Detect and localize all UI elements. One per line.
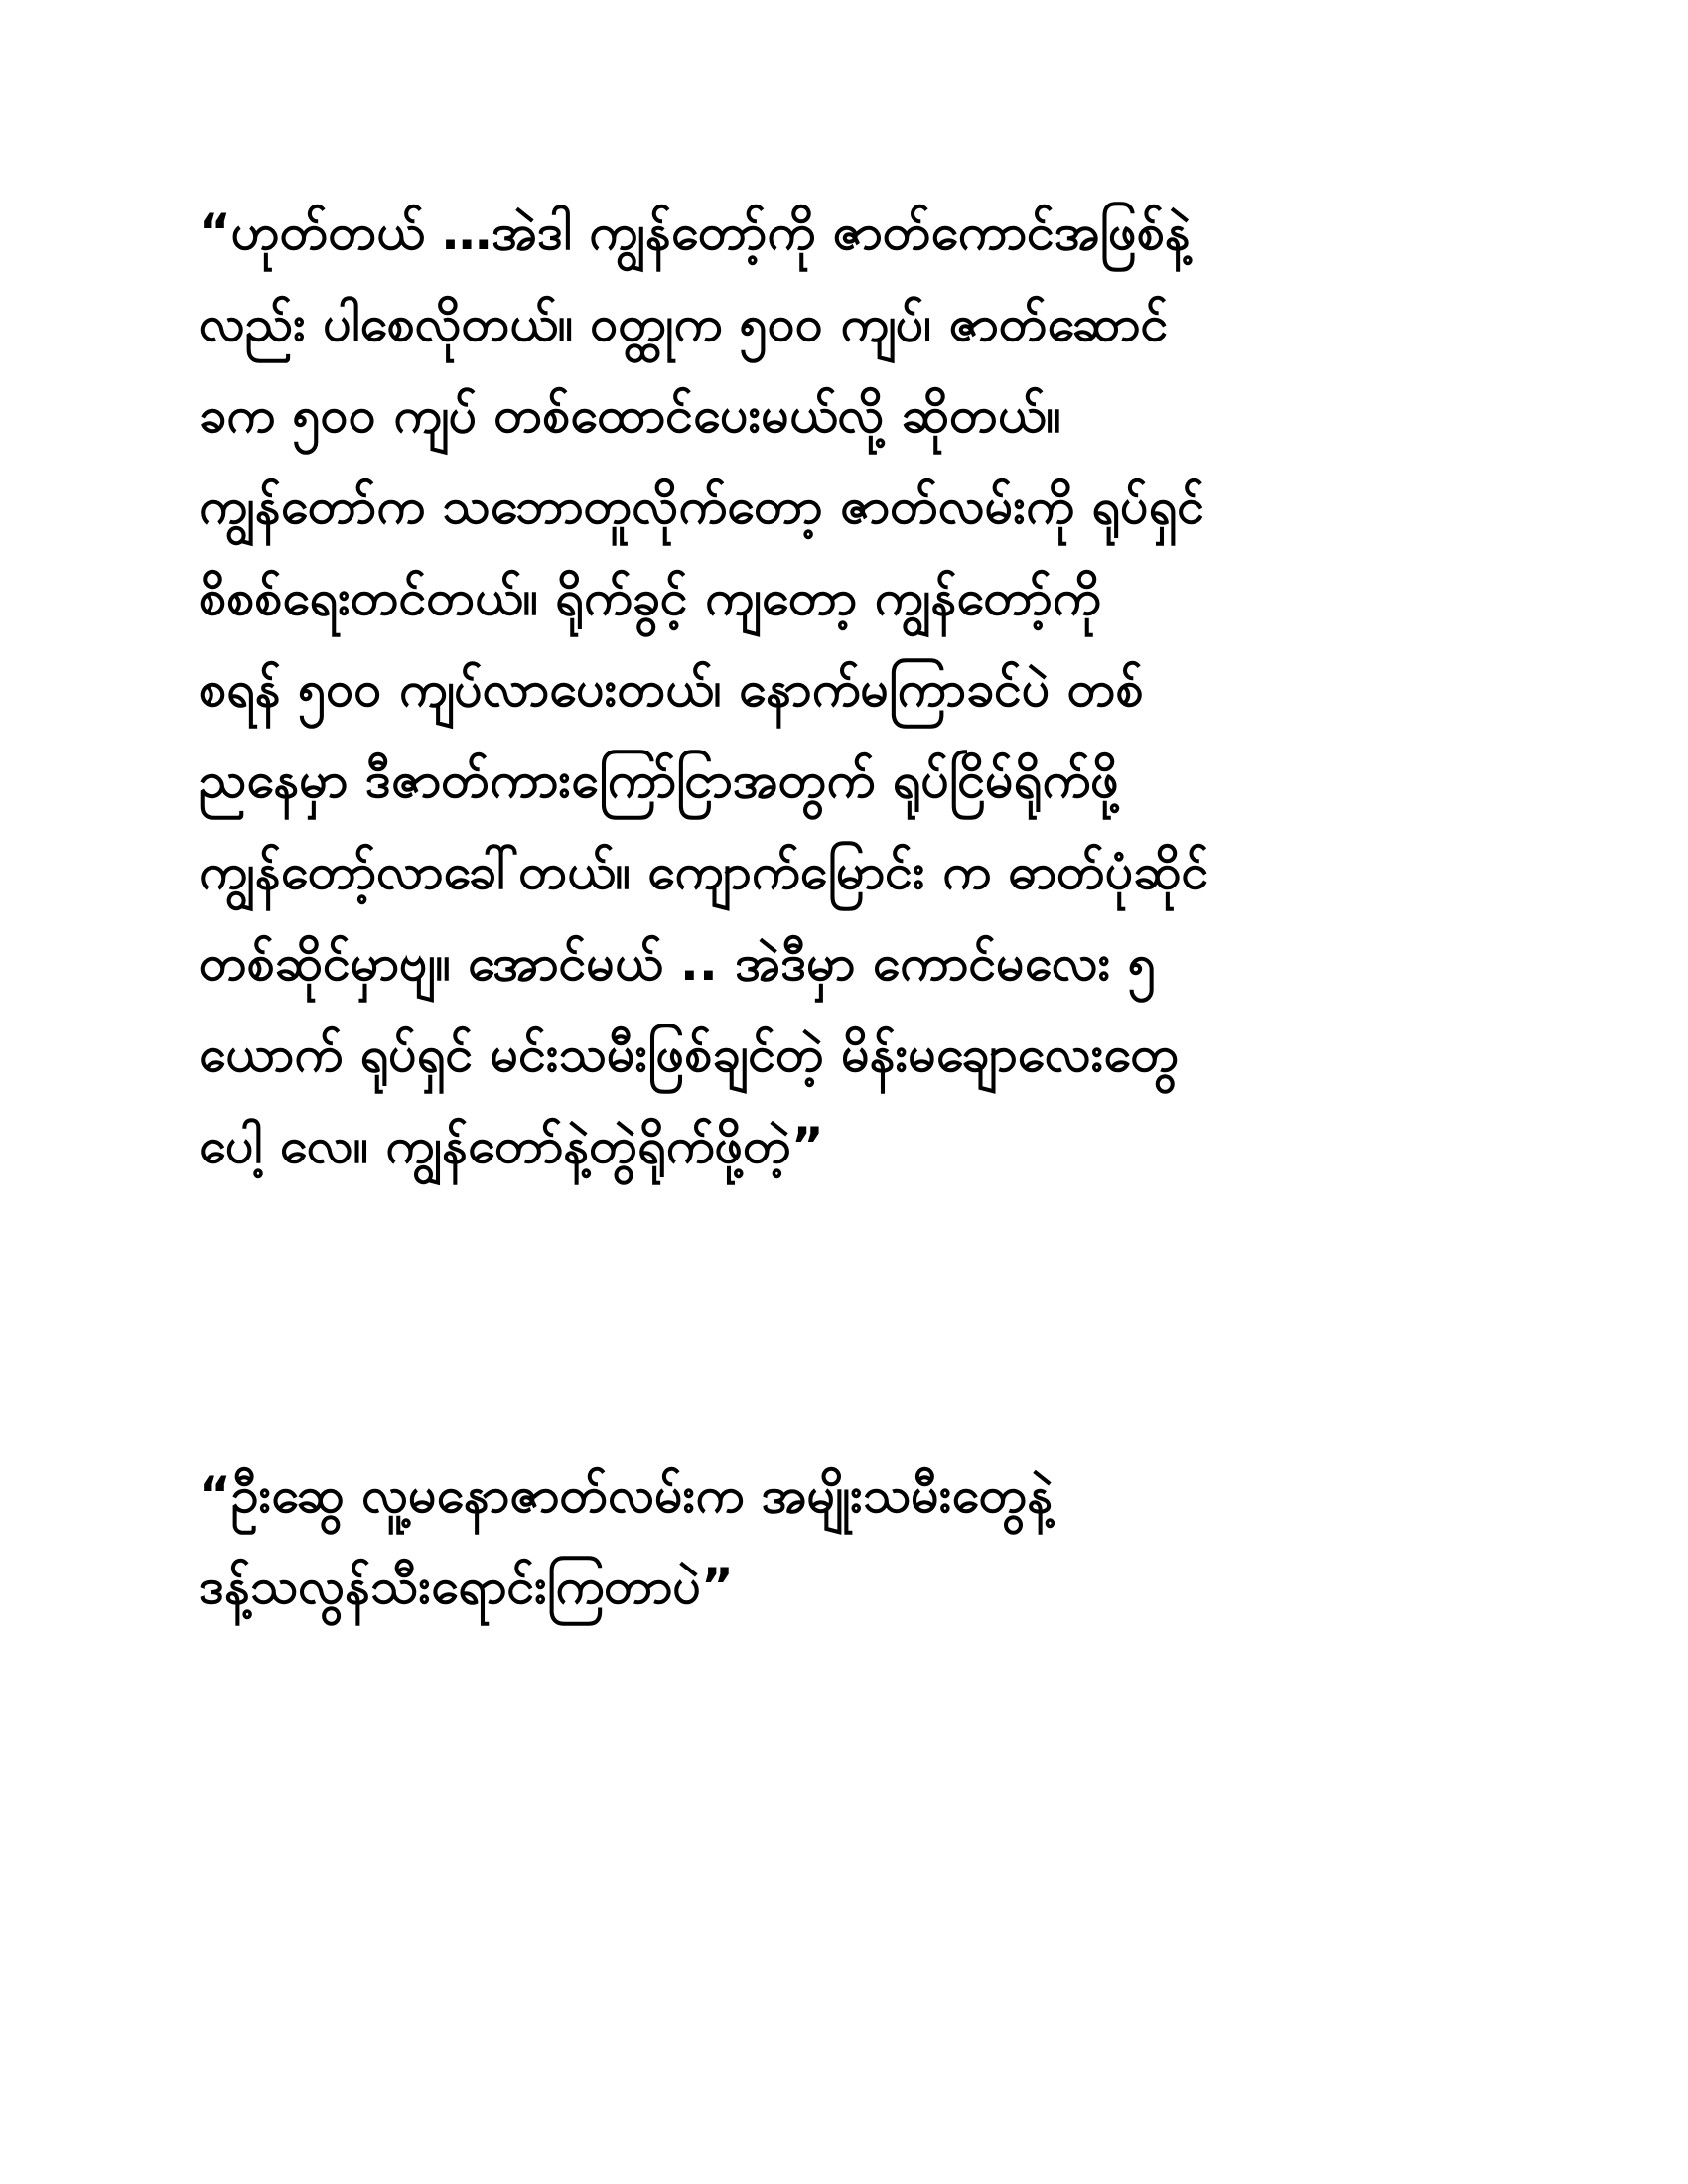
text-line: ကျွန်တော့်လာခေါ်တယ်။ ကျောက်မြောင်း က ဓာတ်ပုံဆိုင် (199, 843, 1209, 900)
text-line: စရန် ၅၀၀ ကျပ်လာပေးတယ်၊ နောက်မကြာခင်ပဲ တစ် (199, 660, 1144, 718)
text-line: ပေါ့ လေ။ ကျွန်တော်နဲ့တွဲရိုက်ဖို့တဲ့” (199, 1117, 824, 1174)
text-line: စိစစ်ရေးတင်တယ်။ ရိုက်ခွင့် ကျတော့ ကျွန်တော့်ကို (199, 569, 1101, 626)
paragraph-1 (199, 187, 1489, 1191)
text-line: တစ်ဆိုင်မှာဗျ။ အောင်မယ် .. အဲဒီမှာ ကောင်မလေး ၅ (199, 934, 1156, 992)
text-line: ကျွန်တော်က သဘောတူလိုက်တော့ ဇာတ်လမ်းကို ရုပ်ရှင် (199, 478, 1205, 535)
text-line: ယောက် ရုပ်ရှင် မင်းသမီးဖြစ်ချင်တဲ့ မိန်းမချောလေးတွေ (199, 1025, 1180, 1083)
text-line: ခက ၅၀၀ ကျပ် တစ်ထောင်ပေးမယ်လို့ ဆိုတယ်။ (199, 386, 1061, 444)
text-line: “ဦးဆွေ လူ့မနောဇာတ်လမ်းက အမျိုးသမီးတွေနဲ့ (199, 1466, 1054, 1524)
text-line: “ဟုတ်တယ် …အဲဒါ ကျွန်တော့်ကို ဇာတ်ကောင်အဖြစ်နဲ့ (199, 204, 1191, 261)
paragraph-2 (199, 1449, 1489, 1632)
text-line: ဒန့်သလွန်သီးရောင်းကြတာပဲ” (199, 1558, 734, 1615)
text-line: လည်း ပါစေလိုတယ်။ ဝတ္ထုက ၅၀၀ ကျပ်၊ ဇာတ်ဆောင် (199, 295, 1169, 352)
text-line: ညနေမှာ ဒီဇာတ်ကားကြော်ငြာအတွက် ရုပ်ငြိမ်ရိုက်ဖို့ (199, 751, 1119, 809)
